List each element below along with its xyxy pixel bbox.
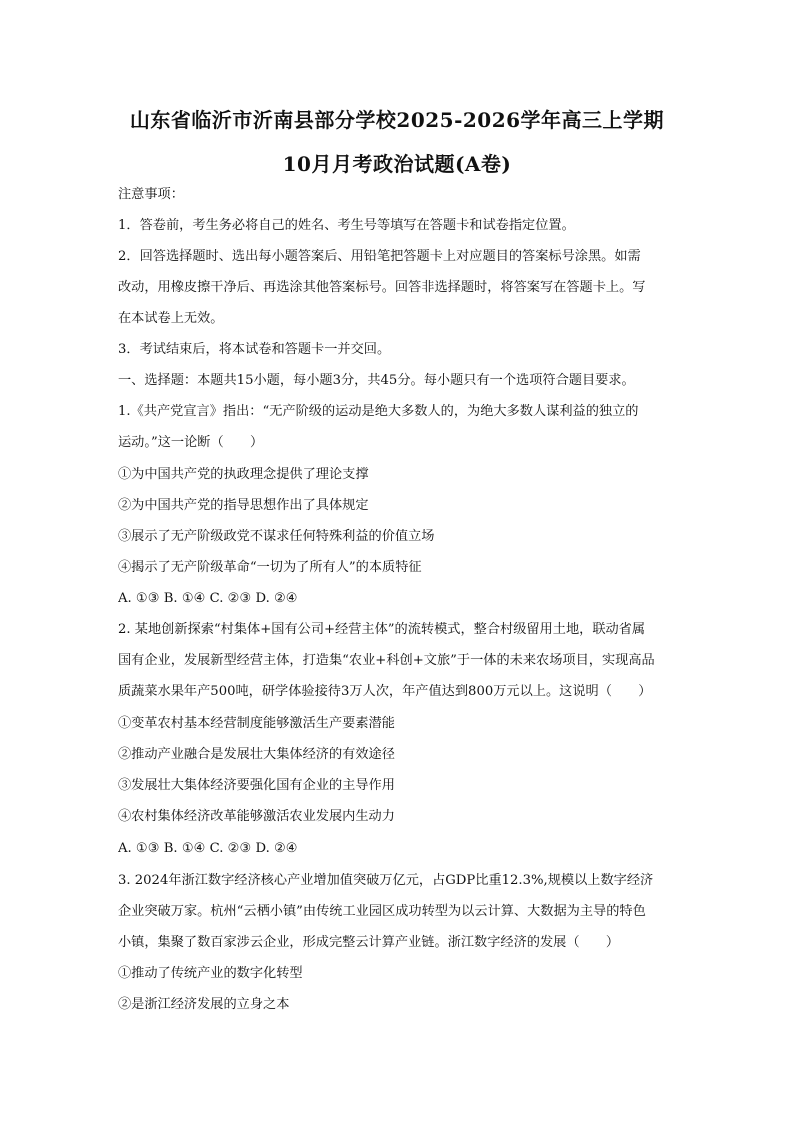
question-2-choices: A. ①③ B. ①④ C. ②③ D. ②④ bbox=[118, 841, 298, 856]
question-3-option: ①推动了传统产业的数字化转型 bbox=[118, 966, 303, 981]
notice-heading: 注意事项： bbox=[118, 187, 184, 202]
question-1-stem: 运动。”这一论断（ ） bbox=[118, 435, 264, 450]
question-2-stem: 国有企业，发展新型经营主体，打造集“农业+科创+文旅”于一体的未来农场项目，实现高品 bbox=[118, 653, 655, 668]
question-3-option: ②是浙江经济发展的立身之本 bbox=[118, 997, 290, 1012]
question-1-option: ①为中国共产党的执政理念提供了理论支撑 bbox=[118, 467, 369, 482]
question-1-stem: 1.《共产党宣言》指出：“无产阶级的运动是绝大多数人的，为绝大多数人谋利益的独立的 bbox=[118, 404, 639, 419]
exam-title-line-2: 10月月考政治试题(A卷) bbox=[282, 152, 512, 176]
question-3-stem: 小镇，集聚了数百家涉云企业，形成完整云计算产业链。浙江数字经济的发展（ ） bbox=[118, 935, 620, 950]
exam-title-line-1: 山东省临沂市沂南县部分学校2025-2026学年高三上学期 bbox=[129, 108, 665, 132]
section-heading: 一、选择题：本题共15小题，每小题3分，共45分。每小题只有一个选项符合题目要求。 bbox=[118, 373, 635, 388]
notice-item: 3．考试结束后，将本试卷和答题卡一并交回。 bbox=[118, 342, 391, 357]
question-2-option: ①变革农村基本经营制度能够激活生产要素潜能 bbox=[118, 716, 395, 731]
question-1-choices: A. ①③ B. ①④ C. ②③ D. ②④ bbox=[118, 591, 298, 606]
question-2-option: ②推动产业融合是发展壮大集体经济的有效途径 bbox=[118, 747, 395, 762]
question-2-stem: 2. 某地创新探索“村集体+国有公司+经营主体”的流转模式，整合村级留用土地，联动省属 bbox=[118, 622, 646, 637]
question-2-option: ④农村集体经济改革能够激活农业发展内生动力 bbox=[118, 809, 395, 824]
notice-item: 改动，用橡皮擦干净后、再选涂其他答案标号。回答非选择题时，将答案写在答题卡上。写 bbox=[118, 280, 646, 295]
question-1-option: ②为中国共产党的指导思想作出了具体规定 bbox=[118, 498, 369, 513]
question-1-option: ③展示了无产阶级政党不谋求任何特殊利益的价值立场 bbox=[118, 529, 435, 544]
question-3-stem: 企业突破万家。杭州“云栖小镇”由传统工业园区成功转型为以云计算、大数据为主导的特色 bbox=[118, 904, 646, 919]
question-1-option: ④揭示了无产阶级革命“一切为了所有人”的本质特征 bbox=[118, 560, 422, 575]
notice-item: 1．答卷前，考生务必将自己的姓名、考生号等填写在答题卡和试卷指定位置。 bbox=[118, 218, 575, 233]
question-2-stem: 质蔬菜水果年产500吨，研学体验接待3万人次，年产值达到800万元以上。这说明（ ） bbox=[118, 684, 652, 699]
question-3-stem: 3. 2024年浙江数字经济核心产业增加值突破万亿元，占GDP比重12.3%,规模以上数字经济 bbox=[118, 873, 654, 888]
question-2-option: ③发展壮大集体经济要强化国有企业的主导作用 bbox=[118, 778, 395, 793]
notice-item: 在本试卷上无效。 bbox=[118, 311, 224, 326]
notice-item: 2．回答选择题时、选出每小题答案后、用铅笔把答题卡上对应题目的答案标号涂黑。如需 bbox=[118, 249, 641, 264]
